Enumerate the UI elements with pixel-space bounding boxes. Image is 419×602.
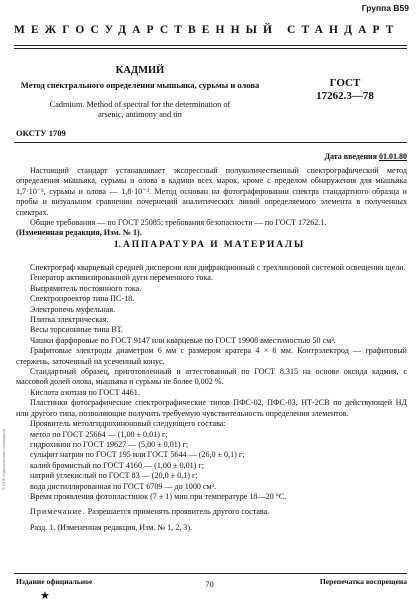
footer-rule	[14, 573, 407, 574]
official-edition-label: Издание официальное	[16, 577, 93, 586]
list-item: Генератор активизированной дуги переменного тока.	[30, 273, 213, 283]
document-title: КАДМИЙ	[115, 65, 165, 76]
composition-item: калий бромистый по ГОСТ 4160 — (1,00 ± 0,01) г;	[30, 460, 204, 470]
section-title: АППАРАТУРА И МАТЕРИАЛЫ	[123, 240, 306, 250]
document-subtitle: Метод спектрального определения мышьяка, сурьмы и олова	[20, 80, 260, 90]
list-item: Электропечь муфельная.	[30, 304, 116, 314]
note	[16, 507, 407, 517]
gost-number: 17262.3—78	[316, 90, 374, 102]
header-rule-top	[14, 45, 407, 46]
intro-requirements: Общие требования — по ГОСТ 25085; требования безопасности — по ГОСТ 17262.1.	[30, 218, 327, 228]
intro-paragraph: Настоящий стандарт устанавливает экспрессный полуколичественный спектрографический метод определения мышьяка, сурьмы и олова в кадмии всех марок, кроме с пределом обнаружения для мышьяка 1,7·10⁻³, сурьмы и олова — 1,8·10⁻³. Метод основан на фотографировании спектра стандартного образца и пробы и визуальном сравнении почернений аналитических линий определяемого элемента в полученных спектрах.	[16, 166, 407, 217]
list-item: Стандартный образец, приготовленный и аттестованный по ГОСТ 8.315 на основе оксида кадмия, с массовой долей олова, мышьяка и сурьмы не более 0,002 %.	[16, 367, 407, 387]
list-item: Плитка электрическая.	[30, 315, 109, 325]
classification-group: Группа В59	[361, 3, 409, 13]
list-item: Спектрограф кварцевый средней дисперсии или дифракционный с трехлинзовой системой освещения щели.	[30, 263, 406, 272]
section-number: 1.	[113, 240, 121, 250]
list-item: Весы торсионные типа ВТ.	[30, 325, 123, 335]
page-number: 70	[205, 579, 214, 589]
composition-item: сульфит натрия по ГОСТ 195 или ГОСТ 5644 — (26,0 ± 0,1) г;	[30, 450, 245, 460]
okstu-rule	[14, 142, 407, 143]
note-label: Примечание.	[30, 507, 86, 517]
gost-designation	[295, 77, 395, 103]
date-label: Дата введения	[324, 152, 377, 161]
reprint-prohibited-label: Перепечатка воспрещена	[319, 577, 407, 586]
list-item: Чашки фарфоровые по ГОСТ 9147 или кварцевые по ГОСТ 19908 вместимостью 50 см³.	[30, 335, 336, 345]
composition-item: метол по ГОСТ 25664 — (1,00 ± 0,01) г;	[30, 429, 168, 439]
list-item: Графитовые электроды диаметром 6 мм с размером кратера 4 × 6 мм. Контрэлектрод — графитовый стержень, заточенный на усеченный конус.	[16, 346, 407, 366]
list-item: Кислота азотная по ГОСТ 4461.	[30, 387, 140, 397]
list-item: Проявитель метолгидрохиноновый следующего состава:	[30, 419, 226, 429]
section-heading	[0, 240, 419, 250]
gost-label: ГОСТ	[329, 77, 361, 89]
date-value: 01.01.80	[379, 152, 407, 161]
header-rule-bottom	[14, 48, 407, 49]
list-item: Спектропроектор типа ПС-18.	[30, 294, 135, 304]
standard-header: МЕЖГОСУДАРСТВЕННЫЙ СТАНДАРТ	[14, 24, 400, 36]
materials-list	[16, 263, 407, 533]
list-item: Пластинки фотографические спектрографические типов ПФС-02, ПФС-03, НТ-2СВ по действующей НД или другого типа, позволяющие получить требуемую чувствительность определения элементов.	[16, 398, 407, 418]
composition-item: натрий углекислый по ГОСТ 83 — (20,0 ± 0,1) г;	[30, 471, 198, 481]
note-text: Разрешается применять проявитель другого состава.	[87, 507, 270, 517]
composition-item: гидрохинон по ГОСТ 19627 — (5,00 ± 0,01) г;	[30, 439, 189, 449]
intro-block	[16, 166, 407, 239]
section-amendment: Разд. 1. (Измененная редакция, Изм. № 1, 2, 3).	[30, 522, 193, 532]
composition-item: вода дистиллированная по ГОСТ 6709 — до 1000 см³.	[30, 481, 217, 491]
okstu-code: ОКСТУ 1709	[16, 128, 66, 138]
composition-item: Время проявления фотопластинок (7 ± 1) мин при температуре 18—20 °С.	[30, 491, 287, 501]
list-item: Выпрямитель постоянного тока.	[30, 283, 142, 293]
intro-amendment: (Измененная редакция, Изм. № 1).	[16, 228, 142, 238]
star-mark: ★	[40, 590, 50, 602]
side-imprint: © ИПК Издательство стандартов	[1, 429, 6, 490]
document-title-english: Cadmium. Method of spectral for the determination of arsenic, antimony and tin	[49, 100, 231, 119]
introduction-date	[324, 152, 407, 161]
